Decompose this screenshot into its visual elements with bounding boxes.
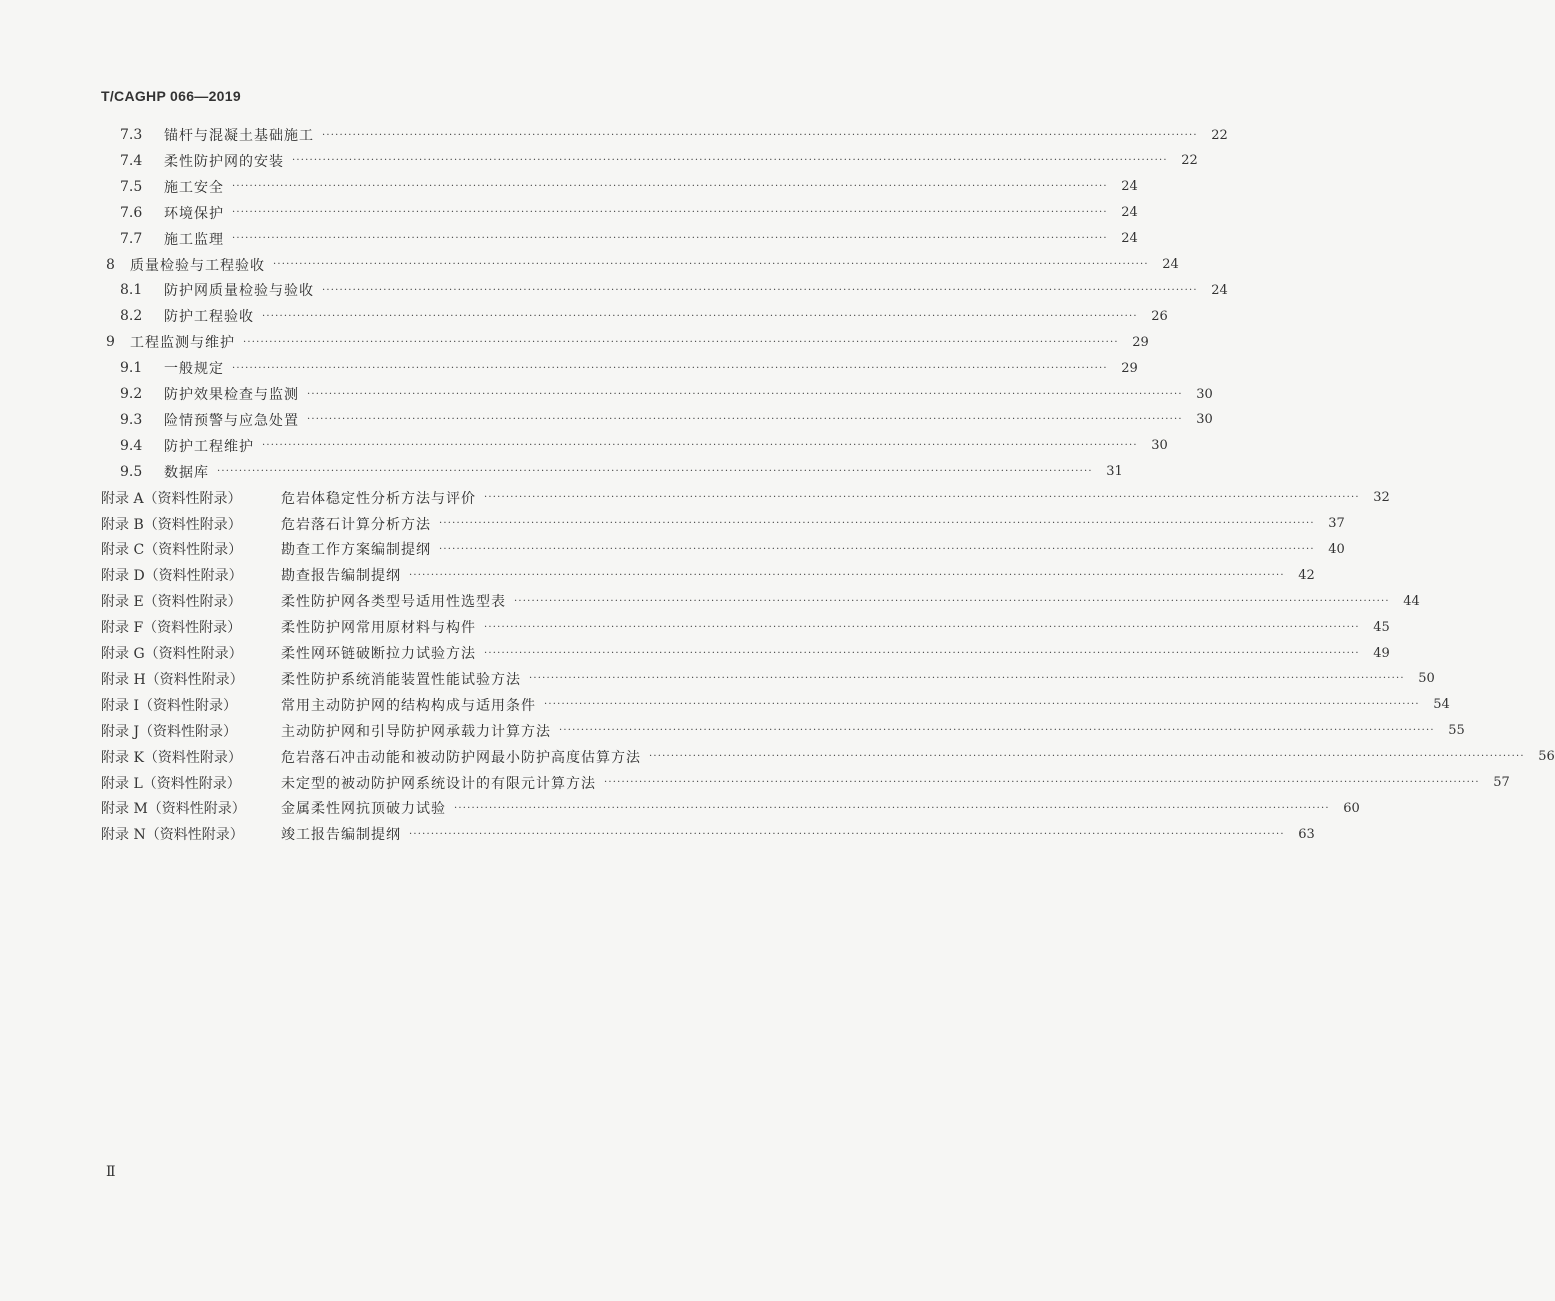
dot-leader: ········································································································································································································ xyxy=(262,310,1138,322)
toc-entry[interactable] xyxy=(0,329,1149,355)
toc-entry-page: 24 xyxy=(1121,205,1138,221)
toc-entry-title: 数据库 xyxy=(164,464,209,481)
toc-entry-title: 未定型的被动防护网系统设计的有限元计算方法 xyxy=(281,775,596,792)
toc-entry-page: 24 xyxy=(1162,257,1179,272)
toc-entry-title: 金属柔性网抗顶破力试验 xyxy=(281,801,446,818)
toc-entry-number: 附录 H（资料性附录） xyxy=(101,671,244,688)
toc-entry-title: 危岩落石计算分析方法 xyxy=(281,516,431,533)
dot-leader: ········································································································································································································ xyxy=(243,336,1119,348)
dot-leader: ········································································································································································································ xyxy=(307,414,1183,426)
dot-leader: ········································································································································································································ xyxy=(439,518,1315,529)
toc-entry-title: 质量检验与工程验收 xyxy=(130,257,265,274)
toc-entry-title: 柔性网环链破断拉力试验方法 xyxy=(281,646,476,662)
toc-entry-number: 7.4 xyxy=(120,152,143,169)
dot-leader: ········································································································································································································ xyxy=(232,362,1108,374)
toc-entry-number: 7.6 xyxy=(120,204,143,221)
toc-entry[interactable] xyxy=(0,381,1213,407)
toc-entry[interactable] xyxy=(0,795,1360,821)
dot-leader: ········································································································································································································ xyxy=(409,828,1285,840)
toc-entry[interactable] xyxy=(0,744,1555,770)
toc-entry-title: 柔性防护网各类型号适用性选型表 xyxy=(281,594,506,611)
toc-entry-title: 防护效果检查与监测 xyxy=(164,387,299,403)
toc-entry[interactable] xyxy=(0,355,1138,381)
dot-leader: ········································································································································································································ xyxy=(559,725,1435,737)
dot-leader: ········································································································································································································ xyxy=(484,647,1360,659)
dot-leader: ········································································································································································································ xyxy=(273,259,1149,270)
toc-entry-number: 附录 G（资料性附录） xyxy=(101,646,243,662)
toc-entry[interactable] xyxy=(0,252,1179,278)
toc-entry-title: 柔性防护网的安装 xyxy=(164,153,284,170)
toc-entry-page: 24 xyxy=(1121,179,1138,195)
dot-leader: ········································································································································································································ xyxy=(217,466,1093,478)
toc-entry[interactable] xyxy=(0,174,1138,200)
toc-entry-page: 30 xyxy=(1196,386,1213,402)
toc-entry[interactable] xyxy=(0,666,1435,692)
dot-leader: ········································································································································································································ xyxy=(232,233,1108,245)
toc-entry-number: 附录 J（资料性附录） xyxy=(101,723,238,740)
toc-entry-number: 附录 M（资料性附录） xyxy=(101,801,246,818)
toc-entry-title: 勘查工作方案编制提纲 xyxy=(281,542,431,559)
toc-entry-number: 7.3 xyxy=(120,127,143,143)
toc-entry[interactable] xyxy=(0,459,1123,485)
toc-entry-title: 险情预警与应急处置 xyxy=(164,412,299,429)
dot-leader: ········································································································································································································ xyxy=(649,751,1525,763)
toc-entry[interactable] xyxy=(0,277,1228,303)
toc-entry[interactable] xyxy=(0,226,1138,252)
dot-leader: ········································································································································································································ xyxy=(307,388,1183,400)
toc-entry-number: 附录 D（资料性附录） xyxy=(101,568,243,585)
dot-leader: ········································································································································································································ xyxy=(322,284,1198,296)
toc-entry[interactable] xyxy=(0,640,1390,666)
toc-entry-page: 55 xyxy=(1448,723,1465,739)
toc-entry-title: 勘查报告编制提纲 xyxy=(281,568,401,585)
toc-entry-title: 环境保护 xyxy=(164,205,224,222)
toc-entry-number: 附录 I（资料性附录） xyxy=(101,697,237,714)
toc-entry-number: 9.1 xyxy=(120,360,143,377)
dot-leader: ········································································································································································································ xyxy=(514,595,1390,607)
toc-entry-title: 竣工报告编制提纲 xyxy=(281,827,401,844)
toc-entry[interactable] xyxy=(0,303,1168,329)
toc-entry-number: 8.1 xyxy=(120,282,143,299)
toc-entry[interactable] xyxy=(0,536,1345,562)
toc-entry-number: 附录 E（资料性附录） xyxy=(101,594,242,611)
toc-entry-title: 防护网质量检验与验收 xyxy=(164,283,314,300)
toc-entry-title: 危岩落石冲击动能和被动防护网最小防护高度估算方法 xyxy=(281,749,641,766)
toc-entry-page: 24 xyxy=(1211,282,1228,298)
toc-entry-title: 防护工程验收 xyxy=(164,309,254,326)
toc-entry-page: 37 xyxy=(1328,516,1345,531)
dot-leader: ········································································································································································································ xyxy=(454,802,1330,814)
toc-entry-page: 31 xyxy=(1106,464,1123,480)
dot-leader: ········································································································································································································ xyxy=(544,699,1420,711)
toc-entry-number: 9.4 xyxy=(120,437,143,454)
document-code: T/CAGHP 066—2019 xyxy=(101,88,241,104)
toc-entry-number: 9.2 xyxy=(120,386,143,402)
dot-leader: ········································································································································································································ xyxy=(484,621,1360,633)
toc-entry-number: 7.7 xyxy=(120,230,143,247)
page-number: Ⅱ xyxy=(106,1164,116,1180)
toc-entry[interactable] xyxy=(0,718,1465,744)
toc-entry[interactable] xyxy=(0,485,1390,511)
dot-leader: ········································································································································································································ xyxy=(439,543,1315,555)
toc-entry[interactable] xyxy=(0,122,1228,148)
toc-entry[interactable] xyxy=(0,511,1345,537)
toc-entry-title: 锚杆与混凝土基础施工 xyxy=(164,128,314,144)
toc-entry[interactable] xyxy=(0,148,1198,174)
toc-entry-title: 施工监理 xyxy=(164,231,224,248)
toc-entry-page: 40 xyxy=(1328,541,1345,557)
dot-leader: ········································································································································································································ xyxy=(604,777,1480,788)
toc-entry-page: 29 xyxy=(1121,360,1138,376)
toc-entry[interactable] xyxy=(0,692,1450,718)
toc-entry-page: 56 xyxy=(1538,749,1555,765)
toc-entry-title: 工程监测与维护 xyxy=(130,335,235,352)
toc-entry[interactable] xyxy=(0,770,1510,796)
toc-entry[interactable] xyxy=(0,433,1168,459)
toc-entry-number: 附录 F（资料性附录） xyxy=(101,620,242,637)
toc-entry-page: 54 xyxy=(1433,697,1450,713)
toc-entry-page: 30 xyxy=(1196,412,1213,428)
dot-leader: ········································································································································································································ xyxy=(409,569,1285,581)
dot-leader: ········································································································································································································ xyxy=(322,129,1198,141)
toc-entry-title: 一般规定 xyxy=(164,361,224,378)
toc-entry-number: 附录 C（资料性附录） xyxy=(101,542,243,559)
toc-entry-number: 附录 N（资料性附录） xyxy=(101,827,244,844)
toc-entry[interactable] xyxy=(0,407,1213,433)
toc-entry-title: 防护工程维护 xyxy=(164,438,254,455)
toc-entry-page: 24 xyxy=(1121,231,1138,247)
toc-entry[interactable] xyxy=(0,614,1390,640)
dot-leader: ········································································································································································································ xyxy=(292,155,1168,167)
toc-entry[interactable] xyxy=(0,588,1420,614)
toc-entry-number: 7.5 xyxy=(120,178,143,195)
toc-entry-page: 45 xyxy=(1373,619,1390,635)
dot-leader: ········································································································································································································ xyxy=(529,673,1405,685)
toc-entry[interactable] xyxy=(0,821,1315,847)
dot-leader: ········································································································································································································ xyxy=(232,207,1108,219)
toc-entry-number: 8.2 xyxy=(120,308,143,325)
toc-entry-page: 44 xyxy=(1403,593,1420,609)
toc-entry-title: 危岩体稳定性分析方法与评价 xyxy=(281,490,476,507)
toc-entry-page: 63 xyxy=(1298,826,1315,842)
toc-entry-page: 30 xyxy=(1151,438,1168,454)
toc-entry-number: 附录 A（资料性附录） xyxy=(101,490,242,507)
toc-entry-number: 附录 K（资料性附录） xyxy=(101,749,242,766)
toc-entry-page: 60 xyxy=(1343,800,1360,816)
toc-entry-title: 常用主动防护网的结构构成与适用条件 xyxy=(281,697,536,714)
toc-entry-page: 42 xyxy=(1298,567,1315,583)
toc-entry-title: 主动防护网和引导防护网承载力计算方法 xyxy=(281,723,551,740)
toc-entry-title: 柔性防护系统消能装置性能试验方法 xyxy=(281,671,521,688)
toc-entry[interactable] xyxy=(0,562,1315,588)
toc-entry-title: 柔性防护网常用原材料与构件 xyxy=(281,620,476,637)
toc-entry-number: 9.5 xyxy=(120,463,143,480)
dot-leader: ········································································································································································································ xyxy=(232,181,1108,193)
toc-entry-page: 26 xyxy=(1151,308,1168,324)
toc-entry-number: 8 xyxy=(106,256,115,273)
toc-entry-page: 49 xyxy=(1373,645,1390,661)
toc-entry-number: 9.3 xyxy=(120,411,143,428)
toc-entry[interactable] xyxy=(0,200,1138,226)
toc-entry-page: 57 xyxy=(1493,775,1510,790)
toc-entry-page: 32 xyxy=(1373,490,1390,506)
dot-leader: ········································································································································································································ xyxy=(484,492,1360,504)
toc-entry-page: 22 xyxy=(1181,153,1198,169)
toc-entry-title: 施工安全 xyxy=(164,179,224,196)
toc-entry-page: 22 xyxy=(1211,127,1228,143)
toc-entry-page: 29 xyxy=(1132,334,1149,350)
toc-entry-number: 附录 B（资料性附录） xyxy=(101,516,242,533)
toc-entry-number: 9 xyxy=(106,334,115,351)
dot-leader: ········································································································································································································ xyxy=(262,440,1138,452)
toc-entry-number: 附录 L（资料性附录） xyxy=(101,775,241,792)
toc-entry-page: 50 xyxy=(1418,671,1435,687)
